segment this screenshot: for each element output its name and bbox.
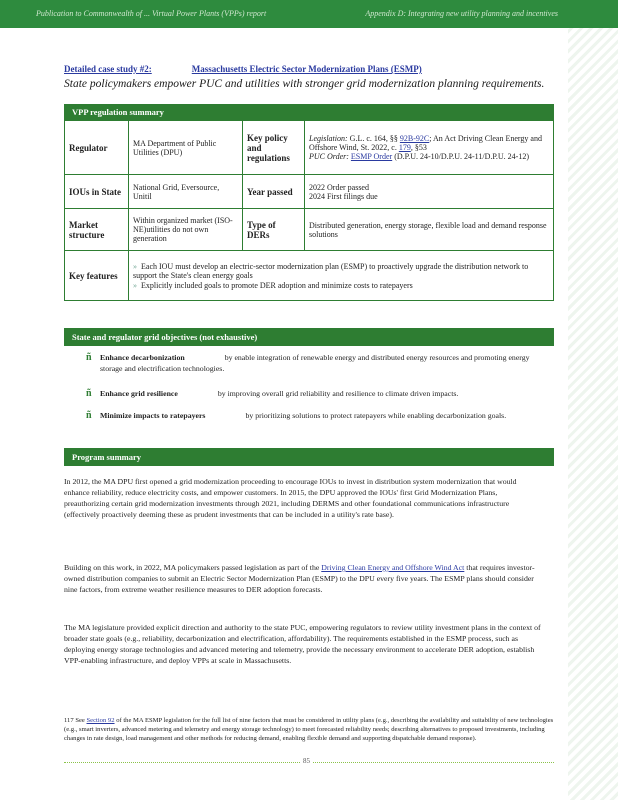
objective-title: Enhance decarbonization	[100, 353, 185, 362]
objective-item	[86, 352, 546, 374]
vpp-summary-heading: VPP regulation summary	[64, 104, 554, 120]
legislation-link-2[interactable]: 179	[398, 143, 411, 152]
legislation-rest: ; An Act Driving Clean Energy and Offshore Wind, St. 2022, c.	[309, 134, 542, 152]
regulator-label: Regulator	[65, 121, 129, 175]
footnote-text: of the MA ESMP legislation for the full list of nine factors that must be considered in utility plans (e.g., describing the availability and suitability of new technologies (e.g., smart inverters, advanced metering and telemetry and energy storage technology) to meet forecasted reliability needs; describing alternatives to proposed investments, including changes in rate design, load management and other methods for reducing demand, enabling flexible demand and supporting dispatchable demand response).	[64, 717, 554, 742]
market-value: Within organized market (ISO-NE)utilities do not own generation	[129, 209, 243, 251]
program-p2-b: that requires investor-owned distribution companies to submit an Electric Sector Modernization Plan (ESMP) to the DPU every five years. The ESMP plans should consider nine factors, from extreme weather resilience measures to DER adoption forecasts.	[64, 563, 535, 594]
market-label: Market structure	[65, 209, 129, 251]
program-paragraph-3: The MA legislature provided explicit direction and authority to the state PUC, empowering regulators to review utility investment plans in the context of broader state goals (e.g., reliability, decarbonization and electrification, affordability). The requirements established in the ESMP process, such as deploying energy storage technologies and advanced metering and telemetry, provide the necessary environment to accelerate DER adoption, establish VPP-enabling infrastructure, and deploy VPPs at scale in Massachusetts.	[64, 623, 541, 665]
year-2: 2024 First filings due	[309, 191, 378, 201]
ders-label: Type of DERs	[243, 209, 305, 251]
objective-item	[86, 388, 546, 399]
ious-value: National Grid, Eversource, Unitil	[129, 175, 243, 209]
footnote-see: See	[75, 717, 85, 724]
puc-label: PUC Order:	[309, 152, 349, 161]
case-study-subtitle: State policymakers empower PUC and utilities with stronger grid modernization planning requirements.	[64, 78, 545, 90]
objectives-heading: State and regulator grid objectives (not exhaustive)	[64, 328, 554, 346]
header-bar	[0, 0, 618, 28]
objective-text: by enable integration of renewable energy and distributed energy resources and promoting energy storage and electrification technologies.	[100, 353, 530, 373]
year-1: 2022 Order passed	[309, 182, 369, 192]
objective-item	[86, 410, 546, 421]
objective-title: Minimize impacts to ratepayers	[100, 411, 206, 420]
case-study-label: Detailed case study #2:	[64, 64, 152, 74]
header-right: Appendix D: Integrating new utility planning and incentives	[365, 9, 558, 18]
leaf-icon: ñ	[86, 388, 92, 399]
regulator-value: MA Department of Public Utilities (DPU)	[129, 121, 243, 175]
legislation-text: G.L. c. 164, §§	[349, 134, 398, 143]
program-p2-a: Building on this work, in 2022, MA policymakers passed legislation as part of the	[64, 563, 320, 572]
ders-value: Distributed generation, energy storage, flexible load and demand response solutions	[305, 209, 554, 251]
legislation-label: Legislation:	[309, 134, 348, 143]
driving-clean-energy-link[interactable]: Driving Clean Energy and Offshore Wind Act	[321, 563, 465, 572]
objective-text: by prioritizing solutions to protect ratepayers while enabling decarbonization goals.	[245, 411, 507, 420]
policy-label: Key policy and regulations	[243, 121, 305, 175]
header-left: Publication to Commonwealth of ... Virtual Power Plants (VPPs) report	[36, 9, 267, 18]
year-label: Year passed	[243, 175, 305, 209]
footnote	[64, 716, 554, 743]
footnote-number: 117	[64, 717, 74, 724]
year-value	[305, 175, 554, 209]
objective-title: Enhance grid resilience	[100, 389, 178, 398]
program-paragraph-1: In 2012, the MA DPU first opened a grid modernization proceeding to encourage IOUs to invest in distribution system modernization that would enhance reliability, reduce electricity costs, and empower customers. In 2015, the DPU approved the IOUs' first Grid Modernization Plans, preauthorizing certain grid modernization investments through 2021, including DERMS and other foundational communications infrastructure (effectively proactively deeming these as prudent investments that can be included in a utility's rate base).	[64, 477, 517, 519]
case-study-title	[64, 64, 422, 74]
ious-label: IOUs in State	[65, 175, 129, 209]
policy-value	[305, 121, 554, 175]
leaf-icon: ñ	[86, 410, 92, 421]
program-heading: Program summary	[64, 448, 554, 466]
feature-item: » Explicitly included goals to promote DER adoption and minimize costs to ratepayers	[133, 281, 549, 290]
page-number: 85	[300, 757, 313, 765]
leaf-icon: ñ	[86, 352, 92, 363]
features-label: Key features	[65, 251, 129, 301]
section-92-link[interactable]: Section 92	[86, 717, 115, 724]
page-edge-pattern	[568, 0, 618, 800]
feature-item: » Each IOU must develop an electric-sector modernization plan (ESMP) to proactively upgrade the distribution network to support the State's clean energy goals	[133, 262, 549, 280]
features-value	[129, 251, 554, 301]
puc-rest: (D.P.U. 24-10/D.P.U. 24-11/D.P.U. 24-12)	[394, 152, 530, 161]
legislation-end: , §53	[410, 143, 427, 152]
vpp-summary-table	[64, 120, 554, 301]
legislation-link[interactable]: 92B-92C	[399, 134, 430, 143]
program-paragraph-2	[64, 562, 544, 595]
objective-text: by improving overall grid reliability and resilience to climate driven impacts.	[217, 389, 459, 398]
case-study-name[interactable]: Massachusetts Electric Sector Modernization Plans (ESMP)	[191, 64, 422, 74]
esmp-order-link[interactable]: ESMP Order	[350, 152, 393, 161]
